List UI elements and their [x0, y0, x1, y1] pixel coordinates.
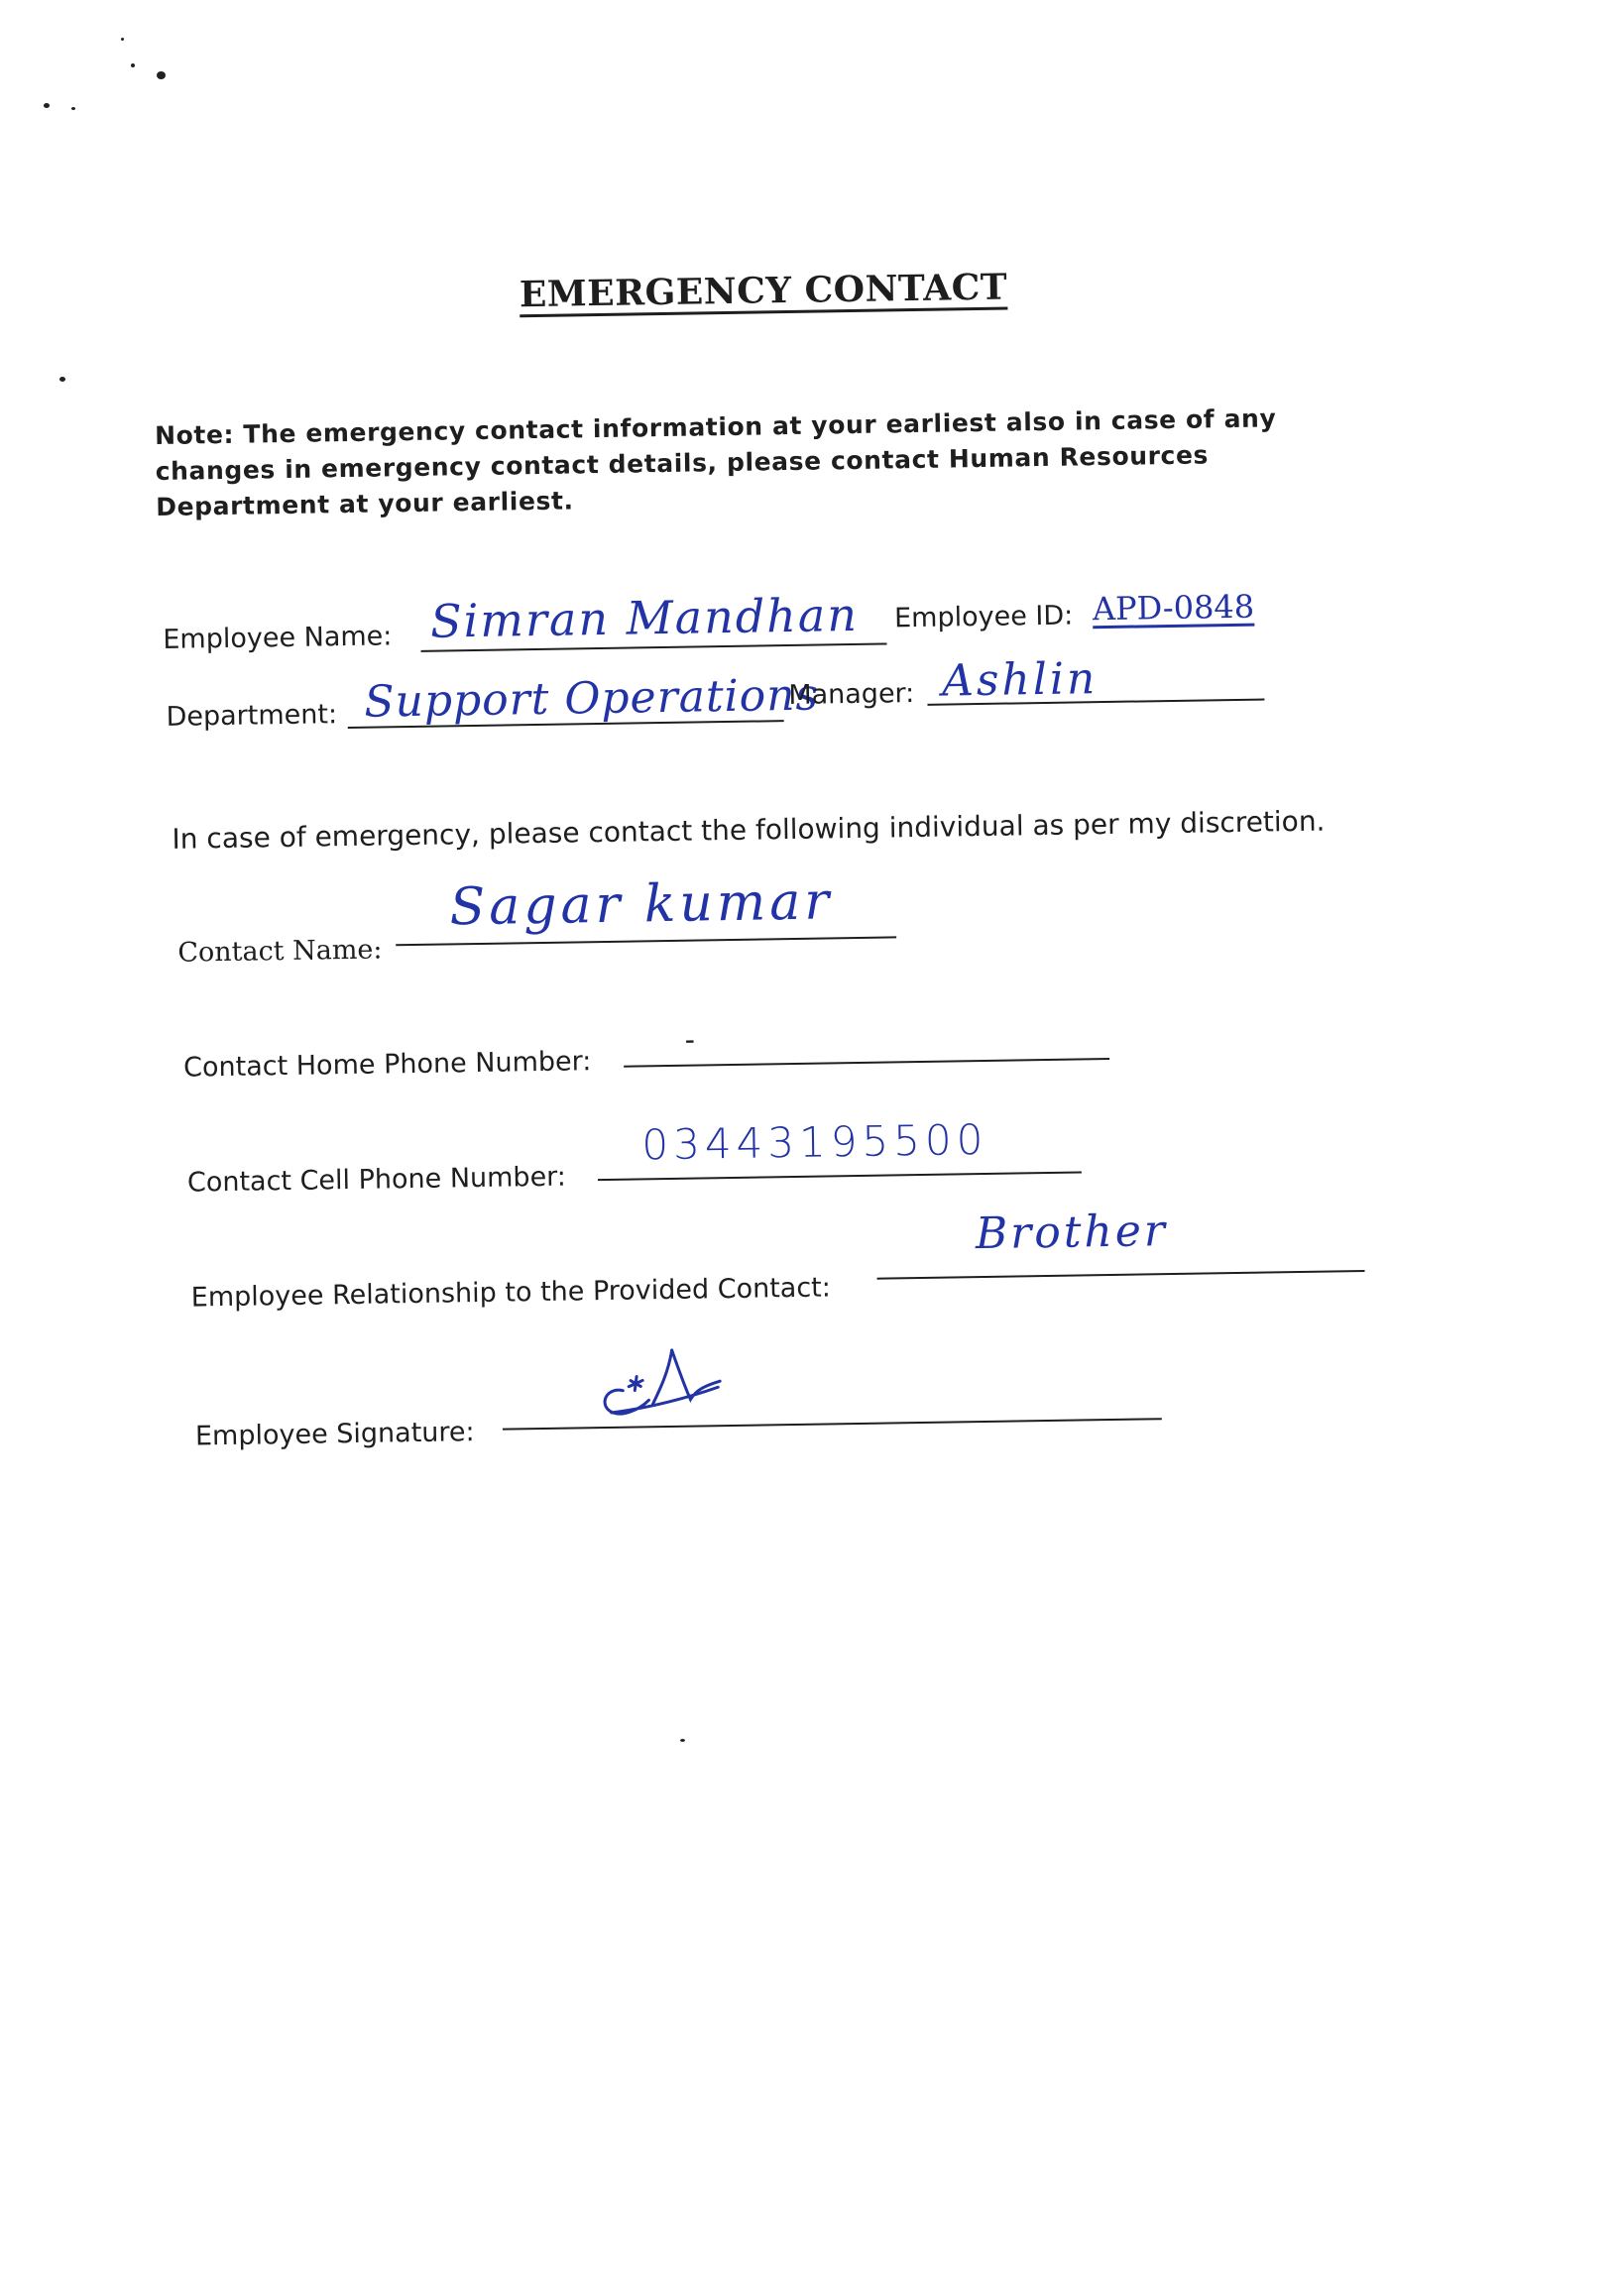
- relationship-line: [877, 1270, 1365, 1280]
- home-phone-line: [624, 1058, 1109, 1068]
- signature-label: Employee Signature:: [194, 1417, 475, 1452]
- form-title: EMERGENCY CONTACT: [519, 266, 1008, 316]
- relationship-label: Employee Relationship to the Provided Contact:: [190, 1272, 832, 1314]
- contact-name-line: [396, 936, 896, 946]
- instruction-text: In case of emergency, please contact the following individual as per my discretion.: [172, 804, 1326, 856]
- relationship-value: Brother: [975, 1205, 1169, 1260]
- employee-id-value: APD-0848: [1092, 587, 1255, 629]
- employee-id-label: Employee ID:: [893, 600, 1074, 634]
- home-phone-label: Contact Home Phone Number:: [182, 1046, 592, 1084]
- department-label: Department:: [166, 699, 338, 733]
- form-note: Note: The emergency contact information at your earliest also in case of any changes in emergency contact details, please contact Human Resources Department at your earliest.: [154, 403, 1277, 522]
- employee-name-value: Simran Mandhan: [429, 587, 860, 648]
- home-phone-value: -: [684, 1022, 696, 1058]
- cell-phone-label: Contact Cell Phone Number:: [186, 1161, 567, 1199]
- signature-mark: [588, 1327, 739, 1438]
- manager-value: Ashlin: [941, 653, 1099, 707]
- employee-name-label: Employee Name:: [163, 621, 393, 655]
- manager-label: Manager:: [788, 678, 915, 712]
- cell-phone-line: [598, 1171, 1082, 1181]
- cell-phone-value: 03443195500: [641, 1114, 988, 1170]
- contact-name-label: Contact Name:: [177, 934, 383, 969]
- contact-name-value: Sagar kumar: [449, 871, 834, 938]
- department-value: Support Operations: [363, 669, 820, 728]
